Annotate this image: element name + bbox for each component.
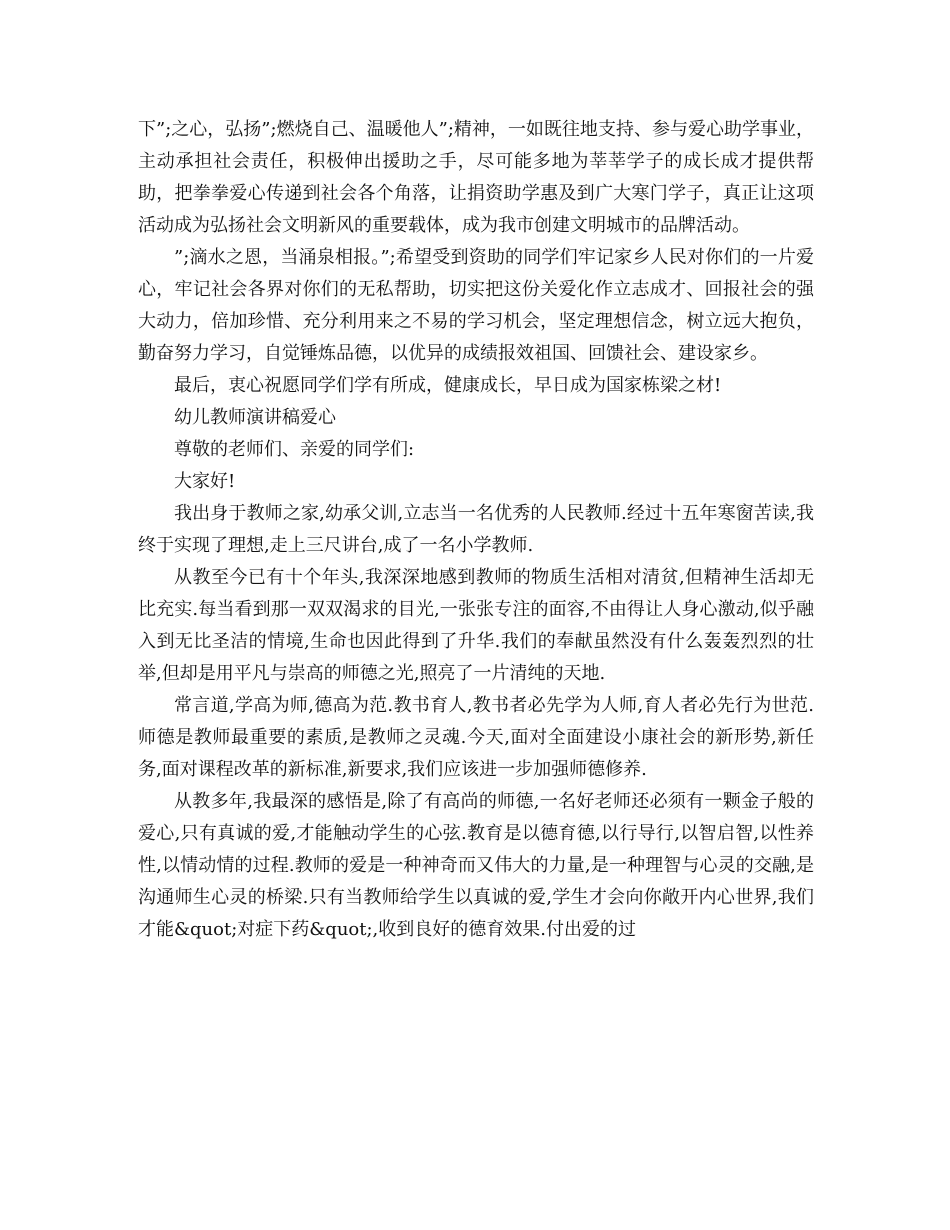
paragraph-7: 我出身于教师之家,幼承父训,立志当一名优秀的人民教师.经过十五年寒窗苦读,我终于实现了理想,走上三尺讲台,成了一名小学教师. <box>138 503 814 556</box>
paragraph-1: 下”;之心，弘扬”;燃烧自己、温暖他人”;精神，一如既往地支持、参与爱心助学事业，主动承担社会责任，积极伸出援助之手，尽可能多地为莘莘学子的成长成才提供帮助，把拳拳爱心传递到社会各个角落，让捐资助学惠及到广大寒门学子，真正让这项活动成为弘扬社会文明新风的重要载体，成为我市创建文明城市的品牌活动。 <box>138 119 814 236</box>
paragraph-10: 从教多年,我最深的感悟是,除了有高尚的师德,一名好老师还必须有一颗金子般的爱心,只有真诚的爱,才能触动学生的心弦.教育是以德育德,以行导行,以智启智,以性养性,以情动情的过程.教师的爱是一种神奇而又伟大的力量,是一种理智与心灵的交融,是沟通师生心灵的桥梁.只有当教师给学生以真诚的爱,学生才会向你敞开内心世界,我们才能&quot;对症下药&quot;,收到良好的德育效果.付出爱的过 <box>138 791 814 940</box>
salutation: 尊敬的老师们、亲爱的同学们: <box>174 439 415 460</box>
greeting: 大家好! <box>174 471 236 492</box>
paragraph-8: 从教至今已有十个年头,我深深地感到教师的物质生活相对清贫,但精神生活却无比充实.每当看到那一双双渴求的目光,一张张专注的面容,不由得让人身心激动,似乎融入到无比圣洁的情境,生命也因此得到了升华.我们的奉献虽然没有什么轰轰烈烈的壮举,但却是用平凡与崇高的师德之光,照亮了一片清纯的天地. <box>138 567 814 684</box>
paragraph-9: 常言道,学高为师,德高为范.教书育人,教书者必先学为人师,育人者必先行为世范.师德是教师最重要的素质,是教师之灵魂.今天,面对全面建设小康社会的新形势,新任务,面对课程改革的新标准,新要求,我们应该进一步加强师德修养. <box>138 695 814 780</box>
paragraph-2: ”;滴水之恩，当涌泉相报。”;希望受到资助的同学们牢记家乡人民对你们的一片爱心，牢记社会各界对你们的无私帮助，切实把这份关爱化作立志成才、回报社会的强大动力，倍加珍惜、充分利用来之不易的学习机会，坚定理想信念，树立远大抱负，勤奋努力学习，自觉锤炼品德，以优异的成绩报效祖国、回馈社会、建设家乡。 <box>138 247 814 364</box>
paragraph-3: 最后，衷心祝愿同学们学有所成，健康成长，早日成为国家栋梁之材! <box>174 375 722 396</box>
document-body <box>138 114 814 946</box>
section-title: 幼儿教师演讲稿爱心 <box>174 407 336 428</box>
